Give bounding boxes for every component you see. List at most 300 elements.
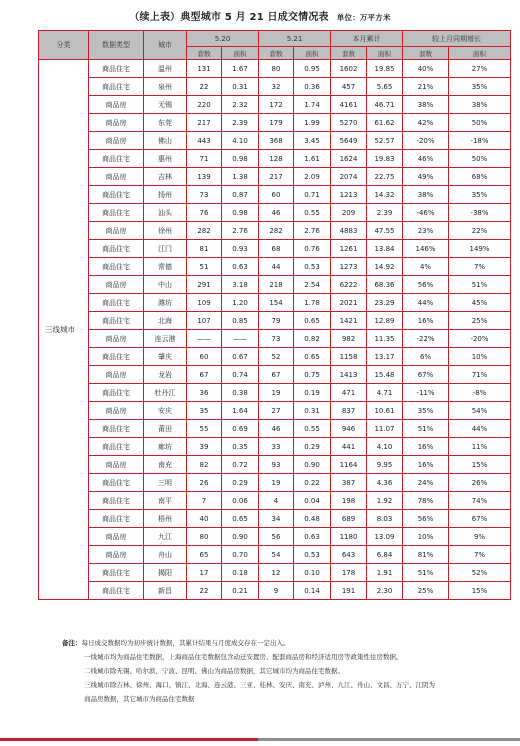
growth-area-cell: 68% (449, 168, 511, 186)
data-type-cell: 商品住宅 (89, 438, 144, 456)
count-521-cell: 27 (259, 402, 294, 420)
area-520-cell: 0.98 (222, 150, 259, 168)
area-520-cell: 1.38 (222, 168, 259, 186)
area-month-cell: 14.32 (367, 186, 403, 204)
data-type-cell: 商品房 (89, 132, 144, 150)
city-cell: 吉林 (144, 168, 187, 186)
count-month-cell: 1158 (331, 348, 367, 366)
count-520-cell: 81 (187, 240, 222, 258)
city-cell: 舟山 (144, 546, 187, 564)
growth-count-cell: 81% (403, 546, 449, 564)
table-row (39, 60, 511, 78)
count-month-cell: 5649 (331, 132, 367, 150)
growth-area-cell: 15% (449, 582, 511, 600)
area-520-cell: 1.67 (222, 60, 259, 78)
growth-count-cell: 35% (403, 402, 449, 420)
growth-area-cell: 54% (449, 402, 511, 420)
city-cell: 新昌 (144, 582, 187, 600)
count-521-cell: 46 (259, 204, 294, 222)
count-520-cell: 443 (187, 132, 222, 150)
count-520-cell: 107 (187, 312, 222, 330)
count-521-cell: 60 (259, 186, 294, 204)
count-520-cell: 71 (187, 150, 222, 168)
count-521-cell: 44 (259, 258, 294, 276)
header-data-type: 数据类型 (89, 31, 144, 60)
area-520-cell: 0.67 (222, 348, 259, 366)
count-520-cell: 131 (187, 60, 222, 78)
footer-bar-gray (258, 738, 520, 741)
area-521-cell: 0.90 (294, 456, 331, 474)
note-line-3: 二线城市除无锡、哈尔滨、宁波、昆明、佛山为商品房数据，其它城市均为商品住宅数据。 (84, 667, 344, 675)
area-month-cell: 23.29 (367, 294, 403, 312)
area-month-cell: 12.89 (367, 312, 403, 330)
city-cell: 梧州 (144, 510, 187, 528)
data-type-cell: 商品房 (89, 546, 144, 564)
growth-count-cell: 24% (403, 474, 449, 492)
count-521-cell: 34 (259, 510, 294, 528)
count-520-cell: 22 (187, 582, 222, 600)
table-row (39, 96, 511, 114)
area-521-cell: 2.76 (294, 222, 331, 240)
data-type-cell: 商品住宅 (89, 312, 144, 330)
growth-count-cell: 46% (403, 150, 449, 168)
count-month-cell: 457 (331, 78, 367, 96)
area-520-cell: 0.21 (222, 582, 259, 600)
city-cell: 常德 (144, 258, 187, 276)
table-row (39, 150, 511, 168)
count-month-cell: 837 (331, 402, 367, 420)
growth-area-cell: 7% (449, 546, 511, 564)
area-521-cell: 1.61 (294, 150, 331, 168)
count-520-cell: 73 (187, 186, 222, 204)
data-type-cell: 商品住宅 (89, 348, 144, 366)
growth-count-cell: 38% (403, 96, 449, 114)
growth-count-cell: 38% (403, 186, 449, 204)
city-cell: 温州 (144, 60, 187, 78)
area-month-cell: 47.55 (367, 222, 403, 240)
count-520-cell: 17 (187, 564, 222, 582)
table-row (39, 474, 511, 492)
table-row (39, 78, 511, 96)
table-row (39, 456, 511, 474)
area-520-cell: 0.85 (222, 312, 259, 330)
area-521-cell: 0.48 (294, 510, 331, 528)
header-growth: 较上月同期增长 (403, 31, 511, 47)
area-month-cell: 61.62 (367, 114, 403, 132)
header-date-521: 5.21 (259, 31, 331, 47)
count-month-cell: 1273 (331, 258, 367, 276)
growth-area-cell: -18% (449, 132, 511, 150)
growth-count-cell: 49% (403, 168, 449, 186)
city-cell: 连云港 (144, 330, 187, 348)
note-line-2: 一线城市均为商品住宅数据，上海商品住宅数据包含动迁安置房、配套商品房和经济适用房等政策性住房数据。 (84, 653, 403, 661)
area-month-cell: 10.61 (367, 402, 403, 420)
growth-count-cell: 146% (403, 240, 449, 258)
data-type-cell: 商品房 (89, 114, 144, 132)
area-520-cell: 0.31 (222, 78, 259, 96)
data-type-cell: 商品住宅 (89, 492, 144, 510)
table-row (39, 348, 511, 366)
count-521-cell: 217 (259, 168, 294, 186)
subheader-area: 面积 (294, 47, 331, 60)
growth-count-cell: 25% (403, 582, 449, 600)
area-520-cell: 0.93 (222, 240, 259, 258)
count-month-cell: 4883 (331, 222, 367, 240)
city-cell: 东莞 (144, 114, 187, 132)
growth-area-cell: 35% (449, 186, 511, 204)
note-line-4: 三线城市除吉林、徐州、海口、镇江、北海、连云港、三亚、桂林、安庆、南充、泸州、九江、舟山、文昌、万宁、江阴为 (84, 681, 435, 689)
area-521-cell: 0.95 (294, 60, 331, 78)
count-521-cell: 154 (259, 294, 294, 312)
growth-count-cell: 51% (403, 564, 449, 582)
growth-count-cell: 4% (403, 258, 449, 276)
growth-area-cell: 22% (449, 222, 511, 240)
area-520-cell: 2.39 (222, 114, 259, 132)
area-521-cell: 2.54 (294, 276, 331, 294)
city-cell: 无锡 (144, 96, 187, 114)
count-520-cell: 76 (187, 204, 222, 222)
area-520-cell: 4.10 (222, 132, 259, 150)
area-520-cell: —— (222, 330, 259, 348)
area-521-cell: 0.65 (294, 312, 331, 330)
city-cell: 牡丹江 (144, 384, 187, 402)
growth-area-cell: 9% (449, 528, 511, 546)
data-type-cell: 商品房 (89, 528, 144, 546)
subheader-area: 面积 (222, 47, 259, 60)
area-520-cell: 1.20 (222, 294, 259, 312)
area-521-cell: 0.53 (294, 258, 331, 276)
area-month-cell: 13.84 (367, 240, 403, 258)
table-row (39, 294, 511, 312)
area-521-cell: 0.04 (294, 492, 331, 510)
count-month-cell: 1213 (331, 186, 367, 204)
table-row (39, 546, 511, 564)
count-520-cell: 220 (187, 96, 222, 114)
count-521-cell: 282 (259, 222, 294, 240)
area-520-cell: 0.87 (222, 186, 259, 204)
table-row (39, 420, 511, 438)
data-type-cell: 商品住宅 (89, 294, 144, 312)
count-521-cell: 73 (259, 330, 294, 348)
area-month-cell: 9.95 (367, 456, 403, 474)
count-521-cell: 368 (259, 132, 294, 150)
count-521-cell: 33 (259, 438, 294, 456)
count-month-cell: 471 (331, 384, 367, 402)
area-month-cell: 8.03 (367, 510, 403, 528)
area-521-cell: 0.22 (294, 474, 331, 492)
count-month-cell: 387 (331, 474, 367, 492)
subheader-count: 套数 (187, 47, 222, 60)
notes-lead: 备注： (62, 639, 82, 647)
area-521-cell: 0.65 (294, 348, 331, 366)
header-city: 城市 (144, 31, 187, 60)
count-521-cell: 52 (259, 348, 294, 366)
area-521-cell: 1.99 (294, 114, 331, 132)
count-month-cell: 178 (331, 564, 367, 582)
count-521-cell: 68 (259, 240, 294, 258)
city-cell: 江门 (144, 240, 187, 258)
area-month-cell: 11.35 (367, 330, 403, 348)
area-521-cell: 0.82 (294, 330, 331, 348)
growth-count-cell: 16% (403, 456, 449, 474)
growth-count-cell: 67% (403, 366, 449, 384)
note-line-1: 每日成交数据均为初步统计数据，其累计结果与月度成交存在一定出入。 (81, 639, 290, 647)
area-521-cell: 0.31 (294, 402, 331, 420)
area-month-cell: 1.92 (367, 492, 403, 510)
count-month-cell: 5270 (331, 114, 367, 132)
growth-area-cell: 26% (449, 474, 511, 492)
growth-count-cell: 78% (403, 492, 449, 510)
area-521-cell: 0.10 (294, 564, 331, 582)
city-cell: 揭阳 (144, 564, 187, 582)
growth-area-cell: 45% (449, 294, 511, 312)
city-cell: 肇庆 (144, 348, 187, 366)
count-520-cell: 282 (187, 222, 222, 240)
growth-area-cell: 74% (449, 492, 511, 510)
count-521-cell: 46 (259, 420, 294, 438)
area-521-cell: 2.09 (294, 168, 331, 186)
count-521-cell: 93 (259, 456, 294, 474)
count-521-cell: 80 (259, 60, 294, 78)
data-type-cell: 商品住宅 (89, 78, 144, 96)
growth-count-cell: -22% (403, 330, 449, 348)
area-month-cell: 2.39 (367, 204, 403, 222)
count-month-cell: 209 (331, 204, 367, 222)
growth-area-cell: -38% (449, 204, 511, 222)
count-month-cell: 2074 (331, 168, 367, 186)
count-521-cell: 67 (259, 366, 294, 384)
data-type-cell: 商品房 (89, 366, 144, 384)
count-520-cell: 291 (187, 276, 222, 294)
table-row (39, 132, 511, 150)
data-type-cell: 商品住宅 (89, 420, 144, 438)
growth-area-cell: 44% (449, 420, 511, 438)
table-row (39, 258, 511, 276)
area-521-cell: 3.45 (294, 132, 331, 150)
area-month-cell: 68.36 (367, 276, 403, 294)
count-521-cell: 172 (259, 96, 294, 114)
area-520-cell: 0.98 (222, 204, 259, 222)
area-520-cell: 1.64 (222, 402, 259, 420)
growth-count-cell: 56% (403, 510, 449, 528)
data-type-cell: 商品房 (89, 276, 144, 294)
growth-area-cell: 71% (449, 366, 511, 384)
table-row (39, 222, 511, 240)
growth-area-cell: 52% (449, 564, 511, 582)
data-type-cell: 商品住宅 (89, 384, 144, 402)
area-month-cell: 2.30 (367, 582, 403, 600)
city-cell: 徐州 (144, 222, 187, 240)
table-row (39, 510, 511, 528)
growth-area-cell: -20% (449, 330, 511, 348)
table-row (39, 114, 511, 132)
data-type-cell: 商品房 (89, 402, 144, 420)
count-month-cell: 441 (331, 438, 367, 456)
transaction-table (38, 30, 511, 600)
table-row (39, 276, 511, 294)
city-cell: 汕头 (144, 204, 187, 222)
data-type-cell: 商品住宅 (89, 60, 144, 78)
count-month-cell: 6222 (331, 276, 367, 294)
city-cell: 扬州 (144, 186, 187, 204)
header-category: 分类 (39, 31, 89, 60)
count-521-cell: 56 (259, 528, 294, 546)
growth-count-cell: 51% (403, 420, 449, 438)
data-type-cell: 商品住宅 (89, 186, 144, 204)
table-row (39, 186, 511, 204)
table-body (39, 60, 511, 600)
area-521-cell: 0.63 (294, 528, 331, 546)
city-cell: 北海 (144, 312, 187, 330)
area-520-cell: 0.06 (222, 492, 259, 510)
unit-label: 单位：万平方米 (336, 13, 391, 22)
count-520-cell: 109 (187, 294, 222, 312)
count-month-cell: 191 (331, 582, 367, 600)
area-month-cell: 22.75 (367, 168, 403, 186)
area-month-cell: 4.71 (367, 384, 403, 402)
growth-area-cell: 11% (449, 438, 511, 456)
table-row (39, 402, 511, 420)
city-cell: 泉州 (144, 78, 187, 96)
subheader-area: 面积 (367, 47, 403, 60)
city-cell: 三明 (144, 474, 187, 492)
area-521-cell: 0.55 (294, 420, 331, 438)
area-month-cell: 19.85 (367, 60, 403, 78)
city-cell: 廊坊 (144, 438, 187, 456)
count-520-cell: 39 (187, 438, 222, 456)
data-type-cell: 商品住宅 (89, 582, 144, 600)
count-520-cell: 82 (187, 456, 222, 474)
table-row (39, 564, 511, 582)
growth-count-cell: -20% (403, 132, 449, 150)
data-type-cell: 商品房 (89, 96, 144, 114)
area-521-cell: 0.71 (294, 186, 331, 204)
city-cell: 九江 (144, 528, 187, 546)
count-month-cell: 1261 (331, 240, 367, 258)
growth-count-cell: 44% (403, 294, 449, 312)
subheader-count: 套数 (259, 47, 294, 60)
table-row (39, 168, 511, 186)
growth-area-cell: 50% (449, 114, 511, 132)
growth-area-cell: 149% (449, 240, 511, 258)
area-520-cell: 0.65 (222, 510, 259, 528)
table-row (39, 582, 511, 600)
count-520-cell: 67 (187, 366, 222, 384)
count-521-cell: 218 (259, 276, 294, 294)
count-month-cell: 643 (331, 546, 367, 564)
area-month-cell: 14.92 (367, 258, 403, 276)
count-month-cell: 1624 (331, 150, 367, 168)
table-row (39, 240, 511, 258)
subheader-count: 套数 (331, 47, 367, 60)
footer-bar-red (0, 738, 258, 741)
table-row (39, 330, 511, 348)
growth-count-cell: 56% (403, 276, 449, 294)
growth-count-cell: 6% (403, 348, 449, 366)
count-month-cell: 1180 (331, 528, 367, 546)
city-cell: 安庆 (144, 402, 187, 420)
area-520-cell: 3.18 (222, 276, 259, 294)
growth-area-cell: 67% (449, 510, 511, 528)
growth-area-cell: 50% (449, 150, 511, 168)
table-row (39, 312, 511, 330)
area-month-cell: 4.10 (367, 438, 403, 456)
city-cell: 莆田 (144, 420, 187, 438)
table-row (39, 366, 511, 384)
count-521-cell: 4 (259, 492, 294, 510)
data-type-cell: 商品住宅 (89, 240, 144, 258)
area-month-cell: 19.83 (367, 150, 403, 168)
area-521-cell: 0.29 (294, 438, 331, 456)
area-520-cell: 0.69 (222, 420, 259, 438)
area-520-cell: 2.76 (222, 222, 259, 240)
growth-area-cell: 27% (449, 60, 511, 78)
count-520-cell: 7 (187, 492, 222, 510)
area-520-cell: 0.70 (222, 546, 259, 564)
data-type-cell: 商品房 (89, 222, 144, 240)
count-520-cell: 60 (187, 348, 222, 366)
count-520-cell: 65 (187, 546, 222, 564)
notes (62, 636, 512, 706)
growth-area-cell: 51% (449, 276, 511, 294)
area-520-cell: 0.72 (222, 456, 259, 474)
data-type-cell: 商品房 (89, 168, 144, 186)
growth-area-cell: 15% (449, 456, 511, 474)
growth-area-cell: -8% (449, 384, 511, 402)
area-month-cell: 13.09 (367, 528, 403, 546)
count-month-cell: 689 (331, 510, 367, 528)
area-month-cell: 46.71 (367, 96, 403, 114)
area-521-cell: 0.76 (294, 240, 331, 258)
growth-count-cell: 40% (403, 60, 449, 78)
count-520-cell: 35 (187, 402, 222, 420)
city-cell: 南平 (144, 492, 187, 510)
count-520-cell: 36 (187, 384, 222, 402)
count-521-cell: 79 (259, 312, 294, 330)
area-521-cell: 1.74 (294, 96, 331, 114)
data-type-cell: 商品住宅 (89, 258, 144, 276)
count-521-cell: 179 (259, 114, 294, 132)
count-520-cell: 55 (187, 420, 222, 438)
growth-count-cell: -46% (403, 204, 449, 222)
count-520-cell: 217 (187, 114, 222, 132)
city-cell: 佛山 (144, 132, 187, 150)
subheader-count: 套数 (403, 47, 449, 60)
page-title (0, 8, 520, 23)
data-type-cell: 商品住宅 (89, 474, 144, 492)
area-520-cell: 0.38 (222, 384, 259, 402)
city-cell: 潍坊 (144, 294, 187, 312)
city-cell: 惠州 (144, 150, 187, 168)
count-month-cell: 1413 (331, 366, 367, 384)
growth-count-cell: 42% (403, 114, 449, 132)
count-521-cell: 54 (259, 546, 294, 564)
count-521-cell: 128 (259, 150, 294, 168)
count-month-cell: 1602 (331, 60, 367, 78)
count-520-cell: 26 (187, 474, 222, 492)
area-520-cell: 0.35 (222, 438, 259, 456)
area-520-cell: 2.32 (222, 96, 259, 114)
growth-count-cell: 10% (403, 528, 449, 546)
growth-area-cell: 7% (449, 258, 511, 276)
data-type-cell: 商品住宅 (89, 150, 144, 168)
growth-count-cell: -11% (403, 384, 449, 402)
count-521-cell: 9 (259, 582, 294, 600)
area-520-cell: 0.29 (222, 474, 259, 492)
count-520-cell: 80 (187, 528, 222, 546)
count-month-cell: 1421 (331, 312, 367, 330)
city-cell: 中山 (144, 276, 187, 294)
